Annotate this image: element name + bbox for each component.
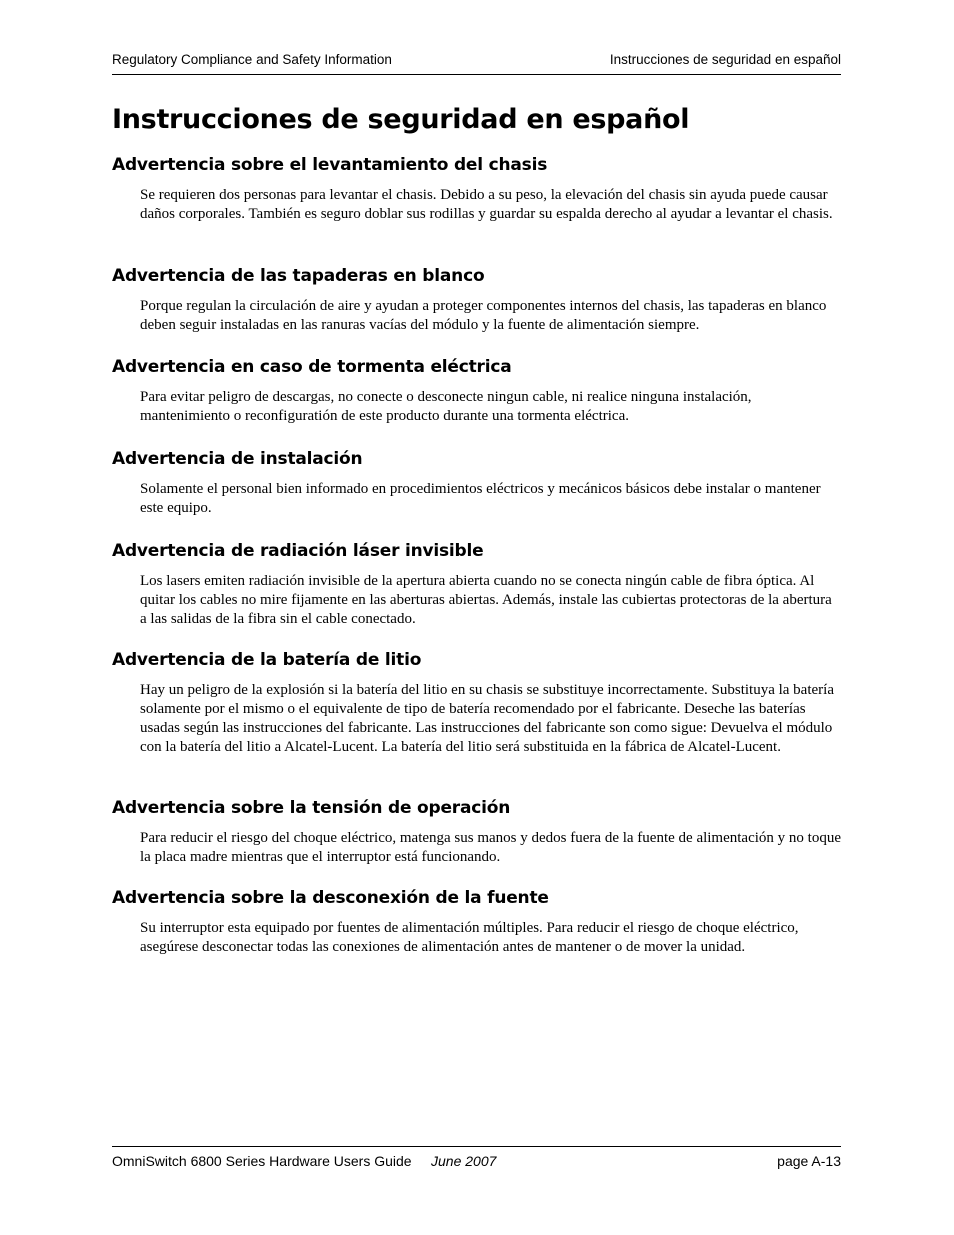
section-body: Hay un peligro de la explosión si la batería del litio en su chasis se substituye incorrectamente. Substituya la batería solamente por el mismo o el equivalente de tipo de batería recomendado por el fabricante. Deseche las baterías usadas según las instrucciones del fabricante. Las instrucciones del fabricante son como sigue: Devuelva el módulo con la batería del litio a Alcatel-Lucent. La batería del litio será substituida en la fábrica de Alcatel-Lucent. <box>140 682 834 755</box>
section-heading: Advertencia de la batería de litio <box>112 650 422 670</box>
section-heading: Advertencia sobre la tensión de operación <box>112 798 511 818</box>
section-chassis-lifting <box>112 152 841 224</box>
section-operating-voltage <box>112 795 841 867</box>
header-chapter-title: Regulatory Compliance and Safety Information <box>112 52 392 67</box>
section-heading: Advertencia de radiación láser invisible <box>112 541 484 561</box>
header-rule <box>112 74 841 75</box>
section-body: Los lasers emiten radiación invisible de la apertura abierta cuando no se conecta ningún cable de fibra óptica. Al quitar los cables no mire fijamente en las aberturas abiertas. Además, instale las cubiertas protectoras de la abertura a las salidas de la fibra sin el cable conectado. <box>140 573 832 627</box>
running-header <box>112 52 841 68</box>
section-heading: Advertencia en caso de tormenta eléctrica <box>112 357 512 377</box>
section-body: Solamente el personal bien informado en procedimientos eléctricos y mecánicos básicos debe instalar o mantener este equipo. <box>140 481 821 516</box>
section-body: Porque regulan la circulación de aire y ayudan a proteger componentes internos del chasis, las tapaderas en blanco deben seguir instaladas en las ranuras vacías del módulo y la fuente de alimentación siempre. <box>140 298 827 333</box>
section-lithium-battery <box>112 647 841 757</box>
section-heading: Advertencia de instalación <box>112 449 363 469</box>
section-body: Su interruptor esta equipado por fuentes de alimentación múltiples. Para reducir el riesgo de choque eléctrico, asegúrese desconectar todas las conexiones de alimentación antes de mantener o de mover la unidad. <box>140 920 799 955</box>
section-body: Para evitar peligro de descargas, no conecte o desconecte ningun cable, ni realice ninguna instalación, mantenimiento o reconfiguratión de este producto durante una tormenta eléctrica. <box>140 389 752 424</box>
section-installation <box>112 446 841 518</box>
section-heading: Advertencia sobre la desconexión de la fuente <box>112 888 549 908</box>
section-power-disconnection <box>112 885 841 957</box>
page-title: Instrucciones de seguridad en español <box>112 104 690 135</box>
section-body: Se requieren dos personas para levantar el chasis. Debido a su peso, la elevación del chasis sin ayuda puede causar daños corporales. También es seguro doblar sus rodillas y guardar su espalda derecho al ayudar a levantar el chasis. <box>140 187 833 222</box>
footer-rule <box>112 1146 841 1147</box>
section-heading: Advertencia sobre el levantamiento del chasis <box>112 155 548 175</box>
header-section-title: Instrucciones de seguridad en español <box>609 52 841 67</box>
section-blank-covers <box>112 263 841 335</box>
footer-date: June 2007 <box>431 1153 497 1169</box>
footer-page-number: page A-13 <box>777 1153 841 1169</box>
section-body: Para reducir el riesgo del choque eléctrico, matenga sus manos y dedos fuera de la fuente de alimentación y no toque la placa madre mientras que el interruptor está funcionando. <box>140 830 841 865</box>
section-lightning <box>112 354 841 426</box>
section-laser-radiation <box>112 538 841 629</box>
section-heading: Advertencia de las tapaderas en blanco <box>112 266 485 286</box>
footer-guide-title: OmniSwitch 6800 Series Hardware Users Guide <box>112 1153 412 1169</box>
